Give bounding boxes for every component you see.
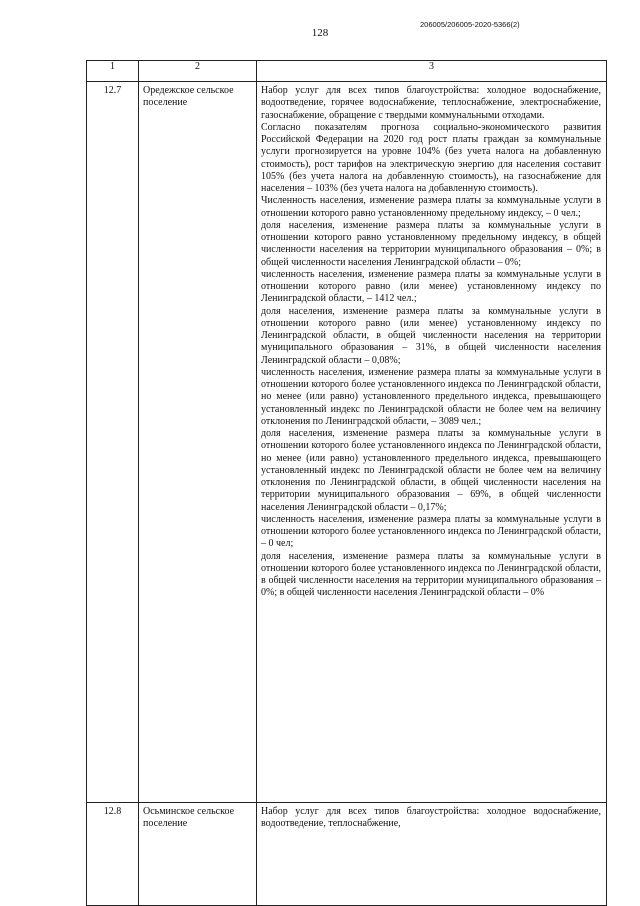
paragraph: доля населения, изменение размера платы за коммунальные услуги в отношении которого равно (или менее) установленному индексу по Ленинградской области, в общей численности населения на территории муниципального образования – 31%, в общей численности населения Ленинградской области – 0,08%; — [261, 305, 601, 366]
document-id: 206005/206005-2020-5366(2) — [420, 20, 520, 29]
paragraph: численность населения, изменение размера платы за коммунальные услуги в отношении которого равно (или менее) установленному индексу по Ленинградской области, – 1412 чел.; — [261, 268, 601, 305]
paragraph: Численность населения, изменение размера платы за коммунальные услуги в отношении которого равно установленному предельному индексу, – 0 чел.; — [261, 195, 601, 219]
services-table — [86, 60, 607, 906]
settlement-name: Осьминское сельское поселение — [139, 803, 257, 906]
row-number: 12.8 — [87, 803, 139, 906]
header-cell-3: 3 — [257, 61, 607, 82]
page-number: 128 — [311, 27, 329, 39]
paragraph: Набор услуг для всех типов благоустройства: холодное водоснабжение, водоотведение, теплоснабжение, — [261, 806, 601, 830]
row-description — [257, 82, 607, 803]
paragraph: доля населения, изменение размера платы за коммунальные услуги в отношении которого равно установленному предельному индексу, в общей численности населения на территории муниципального образования – 0%; в общей численности населения Ленинградской области – 0%; — [261, 219, 601, 268]
paragraph: доля населения, изменение размера платы за коммунальные услуги в отношении которого более установленного индекса по Ленинградской области, в общей численности населения на территории муниципального образования – 0%; в общей численности населения Ленинградской области – 0% — [261, 550, 601, 599]
paragraph: Набор услуг для всех типов благоустройства: холодное водоснабжение, водоотведение, горячее водоснабжение, теплоснабжение, электроснабжение, газоснабжение, обращение с твердыми коммунальными отходами. — [261, 85, 601, 121]
settlement-name: Оредежское сельское поселение — [139, 82, 257, 803]
paragraph: численность населения, изменение размера платы за коммунальные услуги в отношении которого более установленного индекса по Ленинградской области, – 0 чел; — [261, 513, 601, 550]
paragraph: численность населения, изменение размера платы за коммунальные услуги в отношении которого более установленного индекса по Ленинградской области, но менее (или равно) установленного предельного индекса, превышающего установленный индекс по Ленинградской области не более чем на величину отклонения по Ленинградской области, – 3089 чел.; — [261, 366, 601, 427]
table-row — [87, 803, 607, 906]
paragraph: доля населения, изменение размера платы за коммунальные услуги в отношении которого более установленного индекса по Ленинградской области, но менее (или равно) установленного предельного индекса, превышающего установленный индекс по Ленинградской области не более чем на величину отклонения по Ленинградской области, в общей численности населения на территории муниципального образования – 69%, в общей численности населения Ленинградской области – 0,17%; — [261, 428, 601, 513]
row-number: 12.7 — [87, 82, 139, 803]
paragraph: Согласно показателям прогноза социально-экономического развития Российской Федерации на 2020 год рост платы граждан за коммунальные услуги прогнозируется на уровне 104% (без учета налога на добавленную стоимость), рост тарифов на электрическую энергию для населения составит 105% (без учета налога на добавленную стоимость), на газоснабжение для населения – 103% (без учета налога на добавленную стоимость). — [261, 121, 601, 194]
row-description — [257, 803, 607, 906]
header-cell-1: 1 — [87, 61, 139, 82]
table-header-row — [87, 61, 607, 82]
table-row — [87, 82, 607, 803]
header-cell-2: 2 — [139, 61, 257, 82]
